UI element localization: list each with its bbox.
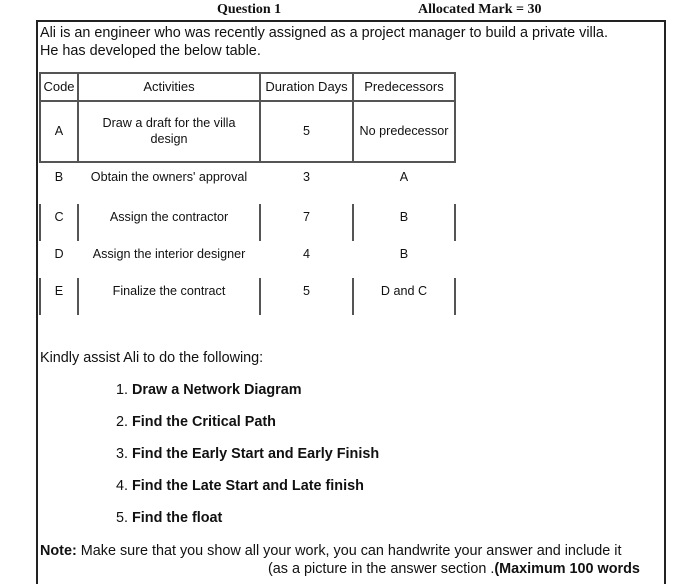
- task-item: [116, 509, 379, 541]
- row-b-duration: 3: [302, 170, 310, 184]
- row-d-code: D: [54, 247, 64, 261]
- note-paragraph: [40, 542, 665, 578]
- row-a-activity: [79, 112, 259, 150]
- row-a-predecessors: No predecessor: [359, 124, 449, 138]
- note-line-1: [40, 542, 665, 560]
- note-word-limit: (Maximum 100 words: [494, 561, 640, 577]
- task-number: 5.: [116, 510, 129, 526]
- task-number: 1.: [116, 382, 129, 398]
- task-number: 4.: [116, 478, 129, 494]
- header-duration: Duration Days: [265, 79, 348, 94]
- intro-line-1: Ali is an engineer who was recently assigned as a project manager to build a private villa.: [40, 25, 608, 41]
- row-a-duration: 5: [302, 124, 310, 138]
- row-e-predecessors: D and C: [380, 284, 428, 298]
- question-title: Question 1: [217, 2, 282, 17]
- frame-left-rule: [36, 20, 38, 584]
- table-header-bottom-border: [39, 100, 456, 102]
- instructions-lead: Kindly assist Ali to do the following:: [40, 350, 264, 366]
- row-a-activity-line-2: design: [150, 132, 188, 146]
- frame-right-rule: [664, 20, 666, 584]
- header-predecessors: Predecessors: [364, 79, 444, 94]
- header-code: Code: [43, 79, 75, 94]
- row-c-code: C: [54, 210, 64, 224]
- frame-top-rule: [36, 20, 666, 22]
- task-item: [116, 445, 379, 477]
- task-number: 2.: [116, 414, 129, 430]
- row-a-activity-line-1: Draw a draft for the villa: [102, 116, 236, 130]
- row-b-predecessors: A: [399, 170, 409, 184]
- task-text: Find the Late Start and Late finish: [132, 478, 364, 494]
- row-d-duration: 4: [302, 247, 310, 261]
- intro-paragraph: [40, 24, 665, 60]
- task-item: [116, 477, 379, 509]
- task-text: Draw a Network Diagram: [132, 382, 302, 398]
- task-text: Find the float: [132, 510, 223, 526]
- task-text: Find the Early Start and Early Finish: [132, 446, 380, 462]
- row-c-predecessors: B: [399, 210, 409, 224]
- task-text: Find the Critical Path: [132, 414, 276, 430]
- intro-line-2: He has developed the below table.: [40, 43, 261, 59]
- row-d-predecessors: B: [399, 247, 409, 261]
- row-e-code: E: [54, 284, 64, 298]
- note-label: Note:: [40, 543, 77, 559]
- note-text-1: Make sure that you show all your work, you can handwrite your answer and include it: [76, 543, 622, 559]
- header-activities: Activities: [143, 79, 195, 94]
- allocated-mark: Allocated Mark = 30: [418, 2, 542, 17]
- row-b-code: B: [54, 170, 64, 184]
- row-c-sep-4: [454, 204, 456, 241]
- note-line-2: [40, 560, 665, 578]
- row-b-activity: Obtain the owners' approval: [90, 170, 248, 184]
- row-e-duration: 5: [302, 284, 310, 298]
- task-item: [116, 413, 379, 445]
- table-row-a-bottom-border: [39, 161, 456, 163]
- row-c-activity: Assign the contractor: [109, 210, 229, 224]
- note-text-2: (as a picture in the answer section .: [268, 561, 495, 577]
- row-c-duration: 7: [302, 210, 310, 224]
- row-e-activity: Finalize the contract: [112, 284, 226, 298]
- row-a-code: A: [54, 124, 64, 138]
- table-top-border: [39, 72, 456, 74]
- row-e-sep-4: [454, 278, 456, 315]
- row-d-activity: Assign the interior designer: [92, 247, 246, 261]
- task-number: 3.: [116, 446, 129, 462]
- task-list: [116, 381, 379, 541]
- task-item: [116, 381, 379, 413]
